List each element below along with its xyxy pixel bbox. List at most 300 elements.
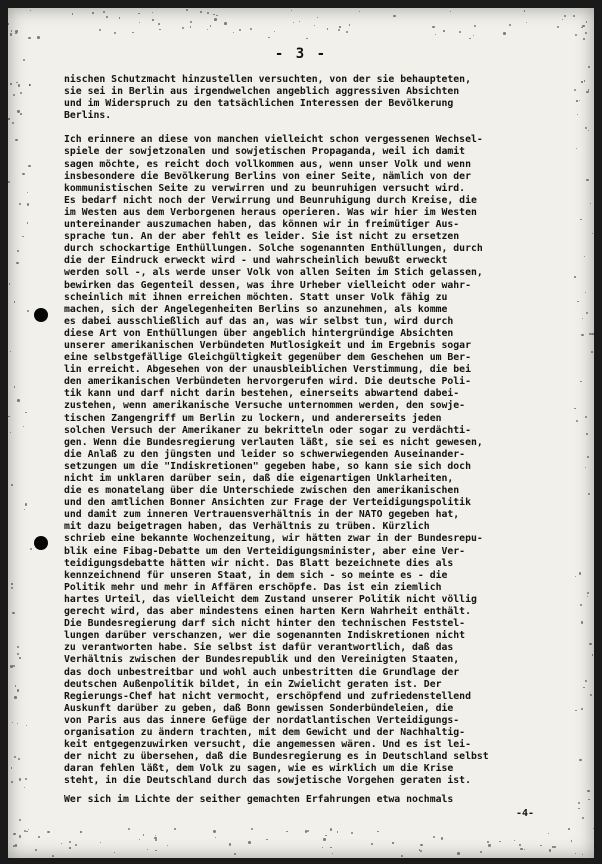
speckle — [207, 12, 209, 14]
speckle — [487, 841, 489, 843]
text-line: der nicht zu übersehen, daß die Bundesregierung es in Deutschland selbst — [64, 751, 489, 763]
speckle — [15, 844, 17, 846]
text-line: untereinander auszumachen haben, das können wir in freimütiger Aus- — [64, 219, 460, 231]
text-line: lungen darüber verschanzen, wer die sogenannten Indiskretionen nicht — [64, 630, 466, 642]
speckle — [27, 192, 28, 193]
speckle — [15, 30, 17, 32]
speckle — [213, 14, 215, 16]
speckle — [18, 84, 21, 87]
speckle — [581, 708, 583, 710]
speckle — [307, 830, 309, 832]
text-line: steht, in die Deutschland durch das sowjetische Vorgehen geraten ist. — [64, 775, 471, 787]
speckle — [552, 846, 553, 847]
text-line: kennzeichnend für unseren Staat, in dem sich - so meinte es - die — [64, 569, 448, 581]
speckle — [330, 847, 331, 848]
speckle — [499, 841, 501, 843]
text-line: gerecht wird, das aber mindestens einen harten Kern Wahrheit enthält. — [64, 606, 471, 618]
speckle — [11, 484, 13, 486]
speckle — [401, 855, 403, 857]
speckle — [584, 256, 585, 257]
speckle — [35, 849, 37, 851]
speckle — [581, 334, 583, 336]
speckle — [592, 654, 593, 655]
speckle — [574, 408, 575, 409]
speckle — [338, 29, 340, 31]
speckle — [332, 853, 333, 854]
speckle — [317, 17, 318, 18]
speckle — [553, 846, 556, 849]
text-line: solchen Versuch der Amerikaner zu bekritteln oder sogar zu verdächti- — [64, 424, 471, 436]
speckle — [27, 310, 29, 312]
text-line: scheinlich mit ihnen erreichen möchten. Statt unser Volk fähig zu — [64, 291, 448, 303]
speckle — [371, 843, 373, 845]
speckle — [587, 790, 590, 793]
text-line: zustehen, wenn amerikanische Versuche unternommen werden, den sowje- — [64, 400, 466, 412]
speckle — [15, 33, 17, 35]
speckle — [524, 10, 525, 11]
text-line: organisation zu ändern trachten, mit dem Gewicht und der Nachhaltig- — [64, 726, 466, 738]
speckle — [591, 351, 593, 353]
speckle — [419, 849, 420, 850]
speckle — [579, 572, 581, 574]
speckle — [579, 759, 581, 761]
speckle — [346, 31, 348, 33]
text-line: von Paris aus das innere Gefüge der nordatlantischen Verteidigungs- — [64, 714, 460, 726]
speckle — [26, 831, 27, 832]
speckle — [234, 853, 236, 855]
speckle — [584, 80, 585, 81]
speckle — [564, 15, 566, 17]
speckle — [69, 847, 70, 848]
speckle — [588, 799, 589, 800]
text-line: sie sei in Berlin aus irgendwelchen angeblich aggressiven Absichten — [64, 86, 460, 98]
text-line: Ich erinnere an diese von manchen vielleicht schon vergessenen Wechsel- — [64, 134, 483, 146]
speckle — [38, 836, 40, 838]
text-line: Regierungs-Chef hat nicht vermocht, erschöpfend und zufriedenstellend — [64, 690, 471, 702]
text-line: gen. Wenn die Bundesregierung verlauten läßt, sie sei es nicht gewesen, — [64, 436, 483, 448]
speckle — [591, 333, 594, 336]
text-line: setzungen um die "Indiskretionen" gegeben habe, so kann sie sich doch — [64, 460, 471, 472]
speckle — [13, 94, 15, 96]
speckle — [519, 844, 521, 846]
speckle — [132, 32, 133, 33]
speckle — [580, 219, 581, 220]
speckle — [349, 24, 351, 26]
speckle — [579, 100, 580, 101]
speckle — [186, 9, 188, 11]
speckle — [12, 122, 14, 124]
speckle — [574, 89, 576, 91]
speckle — [11, 583, 12, 584]
speckle — [586, 21, 587, 22]
speckle — [580, 604, 582, 606]
text-line: diese Art von Enthüllungen über angeblich hintergründige Absichten — [64, 327, 454, 339]
text-line: werden soll -, als werde unser Volk von allen Seiten im Stich gelassen, — [64, 267, 483, 279]
speckle — [155, 850, 156, 851]
text-line: die Anlaß zu den jüngsten und leider so schwerwiegenden Auseinander- — [64, 448, 466, 460]
speckle — [557, 26, 559, 28]
speckle — [589, 643, 591, 645]
text-line: blik eine Fibag-Debatte um den Verteidigungsminister, aber eine Ver- — [64, 545, 466, 557]
speckle — [582, 854, 583, 855]
text-line: tik kann und darf nicht darin bestehen, einerseits abwartend dabei- — [64, 388, 460, 400]
speckle — [593, 828, 594, 829]
text-line: Auskunft darüber zu geben, daß Bonn gewissen Sonderbündeleien, die — [64, 702, 454, 714]
speckle — [215, 837, 216, 838]
speckle — [26, 725, 27, 726]
speckle — [155, 835, 156, 836]
speckle — [11, 30, 12, 31]
speckle — [152, 12, 154, 14]
speckle — [20, 92, 22, 94]
speckle — [286, 831, 288, 833]
speckle — [540, 845, 542, 847]
speckle — [174, 828, 176, 830]
speckle — [514, 840, 515, 841]
speckle — [25, 778, 27, 780]
speckle — [233, 32, 234, 33]
text-line: tischen Zangengriff um Berlin zu lockern, und andererseits jeden — [64, 412, 442, 424]
speckle — [17, 723, 18, 724]
speckle — [548, 833, 549, 834]
text-line: deutschen Außenpolitik bildet, in ein Zwielicht geraten ist. Der — [64, 678, 442, 690]
text-line: und den amtlichen Bonner Ansichten zur Frage der Verteidigungspolitik — [64, 497, 471, 509]
speckle — [17, 653, 19, 655]
speckle — [574, 276, 576, 278]
speckle — [19, 203, 21, 205]
speckle — [274, 31, 275, 32]
speckle — [154, 837, 156, 839]
text-line: kommunistischen Seite zu verwirren und zu beunruhigen versucht wird. — [64, 182, 466, 194]
speckle — [14, 301, 15, 302]
speckle — [480, 851, 482, 853]
speckle — [19, 778, 21, 780]
speckle — [190, 26, 191, 27]
document-page — [8, 8, 594, 858]
speckle — [293, 22, 294, 23]
speckle — [568, 828, 570, 830]
text-line: keit entgegenzuwirken versucht, die angemessen wären. Und es ist lei- — [64, 739, 471, 751]
speckle — [339, 26, 340, 27]
speckle — [583, 38, 585, 40]
speckle — [420, 850, 422, 852]
speckle — [248, 841, 251, 844]
speckle — [590, 694, 592, 696]
speckle — [469, 38, 470, 39]
text-line: die es monatelang über die Unterschiede zwischen den amerikanischen — [64, 485, 460, 497]
speckle — [159, 29, 160, 30]
text-line: und im Widerspruch zu den tatsächlichen Interessen der Bevölkerung — [64, 98, 454, 110]
text-line: das doch unbestreitbar und wohl auch unbestritten die Grundlage der — [64, 666, 460, 678]
speckle — [588, 89, 590, 91]
speckle — [323, 838, 325, 840]
body-text — [64, 74, 564, 787]
speckle — [47, 831, 49, 833]
speckle — [9, 283, 11, 285]
speckle — [114, 32, 116, 34]
speckle — [16, 262, 19, 265]
speckle — [37, 36, 40, 39]
speckle — [25, 503, 27, 505]
speckle — [106, 16, 108, 18]
text-line: Berlins. — [64, 110, 112, 122]
speckle — [22, 236, 24, 238]
speckle — [457, 852, 460, 855]
text-line: teidigungsdebatte hätten wir nicht. Das Blatt bezeichnete dies als — [64, 557, 454, 569]
speckle — [473, 35, 474, 36]
speckle — [590, 203, 591, 204]
speckle — [80, 831, 81, 832]
speckle — [586, 179, 588, 181]
text-line: lin erreicht. Abgesehen von der unausbleiblichen Verstimmung, die bei — [64, 364, 471, 376]
speckle — [14, 696, 16, 698]
speckle — [585, 680, 587, 682]
speckle — [100, 842, 101, 843]
speckle — [12, 722, 13, 723]
speckle — [578, 808, 579, 809]
speckle — [92, 12, 94, 14]
speckle — [585, 32, 587, 34]
speckle — [562, 19, 564, 21]
text-line: bewirken das Gegenteil dessen, was ihre Urheber vielleicht oder wahr- — [64, 279, 471, 291]
text-line: die der Eindruck erweckt wird - und wahrscheinlich bewußt erweckt — [64, 255, 448, 267]
speckle — [268, 37, 269, 38]
speckle — [11, 767, 12, 768]
speckle — [580, 381, 582, 383]
speckle — [15, 685, 17, 687]
speckle — [359, 11, 360, 12]
speckle — [549, 849, 551, 851]
speckle — [586, 91, 588, 93]
speckle — [585, 416, 587, 418]
speckle — [8, 181, 10, 183]
speckle — [229, 843, 231, 845]
punch-hole-top — [34, 308, 48, 322]
speckle — [291, 10, 292, 11]
text-line: eine selbstgefällige Gleichgültigkeit gegenüber dem Geschehen um Ber- — [64, 352, 471, 364]
speckle — [10, 83, 11, 84]
speckle — [306, 38, 307, 39]
speckle — [139, 22, 140, 23]
speckle — [13, 665, 15, 667]
text-line: es dabei ausschließlich auf das an, was wir selbst tun, wird durch — [64, 315, 454, 327]
speckle — [578, 802, 580, 804]
speckle — [577, 114, 578, 115]
speckle — [167, 845, 168, 846]
speckle — [16, 82, 17, 83]
speckle — [27, 203, 29, 205]
speckle — [17, 250, 19, 252]
speckle — [509, 24, 511, 26]
speckle — [585, 127, 587, 129]
speckle — [138, 13, 140, 15]
speckle — [15, 139, 17, 141]
speckle — [327, 28, 329, 30]
text-line: den amerikanischen Verbündeten hervorgerufen wird. Die deutsche Poli- — [64, 376, 471, 388]
speckle — [8, 23, 9, 24]
text-line: hartes Urteil, das vielleicht dem Zustand unserer Politik nicht völlig — [64, 593, 477, 605]
speckle — [526, 22, 527, 23]
speckle — [19, 657, 21, 659]
speckle — [592, 233, 593, 234]
paragraph — [64, 134, 564, 787]
speckle — [22, 173, 24, 175]
speckle — [576, 148, 577, 149]
speckle — [459, 31, 461, 33]
text-line: mit dazu beigetragen haben, das Verhältnis zu trüben. Kürzlich — [64, 521, 430, 533]
speckle — [575, 853, 577, 855]
speckle — [575, 576, 576, 577]
speckle — [587, 456, 589, 458]
speckle — [330, 828, 332, 830]
speckle — [573, 15, 575, 17]
speckle — [190, 21, 192, 23]
paragraph-gap — [64, 122, 564, 134]
speckle — [586, 433, 588, 435]
speckle — [17, 399, 19, 401]
speckle — [25, 412, 27, 414]
text-line: durch schockartige Enthüllungen. Solche sogenannten Enthüllungen, durch — [64, 243, 483, 255]
speckle — [441, 837, 443, 839]
text-line: nischen Schutzmacht hinzustellen versuchten, von der sie behaupteten, — [64, 74, 471, 85]
speckle — [582, 318, 583, 319]
speckle — [147, 849, 148, 850]
speckle — [152, 19, 153, 20]
speckle — [588, 66, 590, 68]
speckle — [200, 11, 202, 13]
speckle — [266, 839, 267, 840]
text-line: nicht im unklaren darüber sein, daß die eigenartigen Unklarheiten, — [64, 473, 454, 484]
speckle — [24, 787, 26, 789]
speckle — [433, 836, 436, 839]
speckle — [586, 312, 588, 314]
speckle — [19, 835, 21, 837]
text-line: insbesondere die Bevölkerung Berlins von einer Seite, nämlich von der — [64, 170, 471, 182]
speckle — [443, 30, 444, 31]
text-line: spiele der sowjetzonalen und sowjetischen Propaganda, weil ich damit — [64, 146, 466, 158]
speckle — [588, 130, 589, 131]
speckle — [52, 855, 54, 857]
speckle — [27, 222, 29, 224]
speckle — [393, 15, 395, 17]
speckle — [13, 845, 15, 847]
text-line: schrieb eine bekannte Wochenzeitung, wir hätten zwar in der Bundesrepu- — [64, 533, 483, 545]
speckle — [128, 828, 130, 830]
speckle — [10, 33, 13, 36]
speckle — [18, 758, 20, 760]
speckle — [17, 646, 19, 648]
speckle — [524, 849, 525, 850]
speckle — [420, 844, 422, 846]
speckle — [450, 11, 451, 12]
text-line: sagen möchte, es reicht doch vollkommen aus, wenn unser Volk und wenn — [64, 158, 471, 170]
speckle — [585, 467, 586, 468]
text-line: Politik mehr und mehr in Affären erschöpfe. Das ist ein ziemlich — [64, 581, 442, 593]
speckle — [583, 687, 585, 689]
speckle — [10, 665, 12, 667]
speckle — [30, 548, 32, 550]
speckle — [13, 833, 15, 835]
text-line: Die Bundesregierung darf sich nicht hinter den technischen Feststel- — [64, 618, 466, 630]
speckle — [103, 11, 105, 13]
speckle — [299, 21, 300, 22]
speckle — [581, 81, 582, 82]
speckle — [214, 18, 217, 21]
speckle — [28, 829, 29, 830]
speckle — [587, 592, 589, 594]
speckle — [14, 386, 15, 387]
speckle — [119, 17, 120, 18]
speckle — [61, 843, 62, 844]
text-line: und damit zum inneren Vertrauensverhältnis in der NATO gegeben hat, — [64, 509, 460, 521]
text-line: machen, sich der Angelegenheiten Berlins so anzunehmen, als komme — [64, 303, 448, 315]
paragraph — [64, 74, 564, 122]
speckle — [250, 28, 252, 30]
text-line: im Westen aus dem Verborgenen heraus operieren. Was wir hier im Westen — [64, 206, 477, 218]
speckle — [520, 848, 522, 850]
speckle — [581, 621, 583, 623]
speckle — [24, 509, 25, 510]
speckle — [575, 710, 576, 711]
speckle — [11, 587, 13, 589]
speckle — [377, 831, 379, 833]
speckle — [576, 420, 578, 422]
speckle — [585, 292, 587, 294]
speckle — [17, 689, 19, 691]
speckle — [139, 839, 140, 840]
text-line: Es bedarf nicht noch der Verwirrung und Beunruhigung durch Kreise, die — [64, 194, 477, 206]
speckle — [503, 32, 505, 34]
text-line: daran fehlen läßt, dem Volk zu sagen, wie es wirklich um die Krise — [64, 763, 454, 775]
speckle — [216, 15, 217, 16]
speckle — [30, 10, 31, 11]
speckle — [155, 839, 157, 841]
speckle — [582, 25, 584, 27]
text-line: Verhältnis zwischen der Bundesrepublik und den Vereinigten Staaten, — [64, 654, 460, 666]
speckle — [10, 432, 11, 433]
speckle — [588, 493, 590, 495]
speckle — [337, 831, 338, 832]
speckle — [488, 844, 490, 846]
speckle — [182, 27, 184, 29]
text-line: zu verantworten habe. Sie selbst ist dafür verantwortlich, daß das — [64, 642, 454, 654]
speckle — [325, 835, 326, 836]
continuation-line: Wer sich im Lichte der seither gemachten Erfahrungen etwa nochmals — [64, 794, 454, 805]
punch-hole-bottom — [34, 536, 48, 550]
speckle — [587, 596, 588, 597]
speckle — [8, 118, 10, 120]
speckle — [11, 781, 13, 783]
speckle — [582, 817, 584, 819]
next-page-marker: -4- — [516, 808, 535, 819]
speckle — [322, 847, 323, 848]
speckle — [28, 165, 30, 167]
speckle — [14, 756, 16, 758]
speckle — [72, 13, 73, 14]
text-line: unserer amerikanischen Verbündeten Mutlosigkeit und im Ergebnis sogar — [64, 339, 471, 351]
speckle — [239, 29, 241, 31]
speckle — [17, 110, 19, 112]
text-line: sprache tun. An der aber fehlt es leider. Sie ist nicht zu ersetzen — [64, 231, 460, 243]
speckle — [143, 834, 145, 836]
speckle — [99, 29, 101, 31]
speckle — [12, 612, 14, 614]
speckle — [75, 844, 77, 846]
speckle — [28, 37, 30, 39]
speckle — [392, 842, 393, 843]
speckle — [8, 416, 10, 418]
speckle — [575, 34, 577, 36]
